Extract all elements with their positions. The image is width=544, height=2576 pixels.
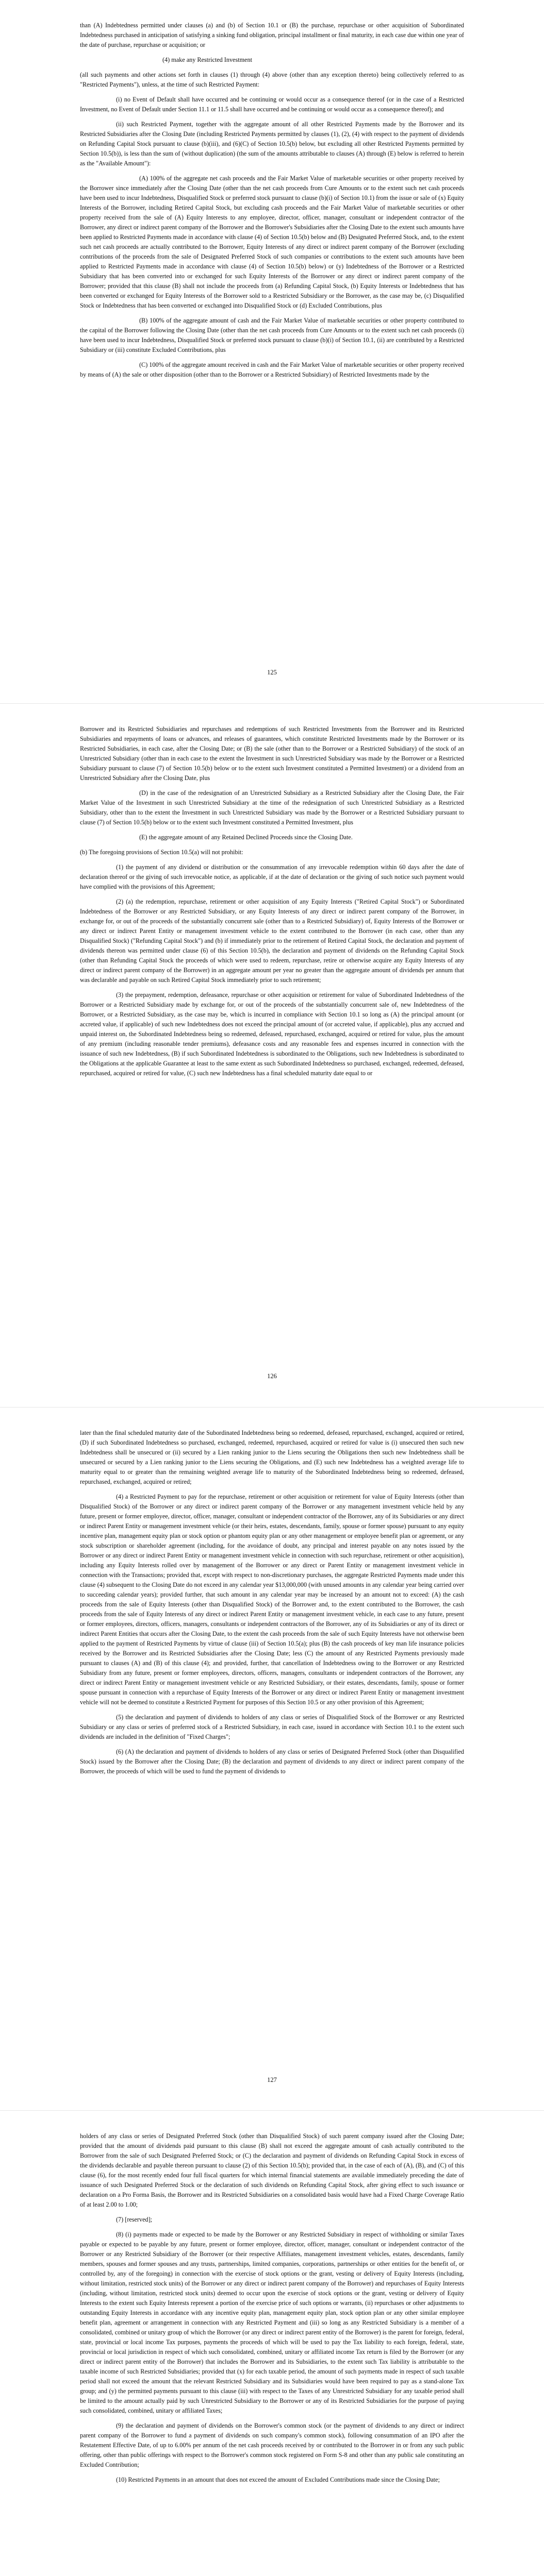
paragraph: (1) the payment of any dividend or distribution or the consummation of any irrevocable redemption within 60 days after the date of declaration thereof or the giving of such irrevocable notice, as applicable, if at the date of declaration or the giving of such notice such payment would have complied with the provisions of this Agreement; — [80, 863, 464, 890]
paragraph: than (A) Indebtedness permitted under clauses (a) and (b) of Section 10.1 or (B) the purchase, repurchase or other acquisition of Subordinated Indebtedness purchased in anticipation of satisfying a sinking fund obligation, principal installment or final maturity, in each case due within one year of the date of purchase, repurchase or acquisition; or — [80, 22, 464, 48]
document-page-1 — [0, 0, 544, 703]
paragraph: (2) (a) the redemption, repurchase, retirement or other acquisition of any Equity Interests ("Retired Capital Stock") or Subordinated Indebtedness of the Borrower or any Restricted Subsidiary, or any Equity Interests of any direct or indirect parent company of the Borrower, in exchange for, or out of the proceeds of the substantially concurrent sale (other than to a Restricted Subsidiary) of, Equity Interests of the Borrower or any direct or indirect Parent Entity or management investment vehicle to the extent contributed to the Borrower (in each case, other than any Disqualified Stock) ("Refunding Capital Stock") and (b) if immediately prior to the retirement of Retired Capital Stock, the declaration and payment of dividends thereon was permitted under clause (6) of this Section 10.5(b), the declaration and payment of dividends on the Refunding Capital Stock (other than Refunding Capital Stock the proceeds of which were used to redeem, repurchase, retire or otherwise acquire any Equity Interests of any direct or indirect parent company of the Borrower) in an aggregate amount per year no greater than the aggregate amount of dividends per annum that was declarable and payable on such Retired Capital Stock immediately prior to such retirement; — [80, 898, 464, 984]
paragraph: (D) in the case of the redesignation of an Unrestricted Subsidiary as a Restricted Subsidiary after the Closing Date, the Fair Market Value of the Investment in such Unrestricted Subsidiary at the time of the redesignation of such Unrestricted Subsidiary as a Restricted Subsidiary, other than to the extent the Investment in such Unrestricted Subsidiary was made by the Borrower or a Restricted Subsidiary pursuant to clause (7) of Section 10.5(b) below or to the extent such Investment constituted a Permitted Investment, plus — [80, 789, 464, 826]
page-number: 125 — [267, 669, 277, 676]
paragraph: (3) the prepayment, redemption, defeasance, repurchase or other acquisition or retirement for value of Subordinated Indebtedness of the Borrower or a Restricted Subsidiary made by exchange for, or out of the proceeds of the substantially concurrent sale of, new Indebtedness of the Borrower, or a Restricted Subsidiary, as the case may be, which is incurred in compliance with Section 10.1 so long as (A) the principal amount (or accreted value, if applicable) of such new Indebtedness does not exceed the principal amount of (or accreted value, if applicable), plus any accrued and unpaid interest on, the Subordinated Indebtedness being so redeemed, defeased, repurchased, exchanged, acquired or retired for value, plus the amount of any premium (including reasonable tender premiums), defeasance costs and any reasonable fees and expenses incurred in connection with the issuance of such new Indebtedness, (B) if such Subordinated Indebtedness is subordinated to the Obligations, such new Indebtedness is subordinated to the Obligations at the applicable Guarantee at least to the same extent as such Subordinated Indebtedness so purchased, exchanged, redeemed, defeased, repurchased, acquired or retired for value, (C) such new Indebtedness has a final scheduled maturity date equal to or — [80, 991, 464, 1077]
paragraph: (10) Restricted Payments in an amount that does not exceed the amount of Excluded Contributions made since the Closing Date; — [116, 2476, 440, 2483]
paragraph: (4) a Restricted Payment to pay for the repurchase, retirement or other acquisition or retirement for value of Equity Interests (other than Disqualified Stock) of the Borrower or any direct or indirect parent company of the Borrower or any management investment vehicle held by any future, present or former employee, director, officer, manager, consultant or independent contractor of the Borrower, any of its Subsidiaries or any direct or indirect Parent Entity or management investment vehicle (or their heirs, estates, descendants, family, spouse or former spouse) pursuant to any equity incentive plan, management equity plan or stock option or phantom equity plan or any other management or employee benefit plan or agreement, or any stock subscription or shareholder agreement (including, for the avoidance of doubt, any principal and interest payable on any notes issued by the Borrower or any direct or indirect Parent Entity or management investment vehicle in connection with such repurchase, retirement or other acquisition), including any Equity Interests rolled over by management of the Borrower or any direct or Parent Entity or management investment vehicle in connection with the Transactions; provided that, except with respect to non-discretionary purchases, the aggregate Restricted Payments made under this clause (4) subsequent to the Closing Date do not exceed in any calendar year $13,000,000 (with unused amounts in any calendar year being carried over to succeeding calendar years); provided further, that such amount in any calendar year may be increased by an amount not to exceed: (A) the cash proceeds from the sale of Equity Interests (other than Disqualified Stock) of the Borrower and, to the extent contributed to the Borrower, the cash proceeds from the sale of Equity Interests of any direct or indirect Parent Entity or management investment vehicle, in each case to any future, present or former employees, directors, officers, managers, consultants or independent contractors of the Borrower, any of its Subsidiaries or any of its direct or indirect Parent Entities that occurs after the Closing Date, to the extent the cash proceeds from the sale of such Equity Interests have not otherwise been applied to the payment of Restricted Payments by virtue of clause (iii) of Section 10.5(a); plus (B) the cash proceeds of key man life insurance policies received by the Borrower and its Restricted Subsidiaries after the Closing Date; less (C) the amount of any Restricted Payments previously made pursuant to clauses (A) and (B) of this clause (4); and provided, further, that cancellation of Indebtedness owing to the Borrower or any Restricted Subsidiary from any future, present or former employees, directors, officers, managers, consultants or independent contractors of the Borrower, any direct or indirect Parent Entity or management investment vehicle or any Restricted Subsidiary, or their estates, descendants, family, spouse or former spouse pursuant in connection with a repurchase of Equity Interests of the Borrower or any direct or indirect Parent Entity or management investment vehicle will not be deemed to constitute a Restricted Payment for purposes of this Section 10.5 or any other provision of this Agreement; — [80, 1493, 464, 1706]
paragraph: holders of any class or series of Designated Preferred Stock (other than Disqualified Stock) of such parent company issued after the Closing Date; provided that the amount of dividends paid pursuant to this clause (B) shall not exceed the aggregate amount of cash actually contributed to the Borrower from the sale of such Designated Preferred Stock; or (C) the declaration and payment of dividends on Refunding Capital Stock in excess of the dividends declarable and payable thereon pursuant to clause (2) of this Section 10.5(b); provided that, in the case of each of (A), (B), and (C) of this clause (6), for the most recently ended four full fiscal quarters for which internal financial statements are available immediately preceding the date of issuance of such Designated Preferred Stock or the declaration of such dividends on Refunding Capital Stock, after giving effect to such issuance or declaration on a Pro Forma Basis, the Borrower and its Restricted Subsidiaries on a consolidated basis would have had a Fixed Charge Coverage Ratio of at least 2.00 to 1.00; — [80, 2132, 464, 2208]
paragraph: (9) the declaration and payment of dividends on the Borrower's common stock (or the payment of dividends to any direct or indirect parent company of the Borrower to fund a payment of dividends on such company's common stock), following consummation of an IPO after the Restatement Effective Date, of up to 6.00% per annum of the net cash proceeds received by or contributed to the Borrower in or from any such public offering, other than public offerings with respect to the Borrower's common stock registered on Form S-8 and other than any public sale constituting an Excluded Contribution; — [80, 2422, 464, 2468]
paragraph: Borrower and its Restricted Subsidiaries and repurchases and redemptions of such Restricted Investments from the Borrower and its Restricted Subsidiaries and repayments of loans or advances, and releases of guarantees, which constitute Restricted Investments made by the Borrower or its Restricted Subsidiaries, in each case, after the Closing Date; or (B) the sale (other than to the Borrower or a Restricted Subsidiary) of the stock of an Unrestricted Subsidiary (other than in each case to the extent the Investment in such Unrestricted Subsidiary was made by the Borrower or a Restricted Subsidiary pursuant to clause (7) of Section 10.5(b) below or to the extent such Investment constituted a Permitted Investment) or a dividend from an Unrestricted Subsidiary after the Closing Date, plus — [80, 725, 464, 782]
page-number: 127 — [267, 2076, 277, 2083]
paragraph: later than the final scheduled maturity date of the Subordinated Indebtedness being so redeemed, defeased, repurchased, exchanged, acquired or retired, (D) if such Subordinated Indebtedness so purchased, exchanged, redeemed, repurchased, acquired or retired for value is (i) unsecured then such new Indebtedness shall be unsecured or (ii) secured by a Lien ranking junior to the Liens securing the Obligations then such new Indebtedness shall be unsecured or secured by a Lien ranking junior to the Liens securing the Obligations, and (E) such new Indebtedness has a weighted average life to maturity equal to or greater than the remaining weighted average life to maturity of the Subordinated Indebtedness being so redeemed, defeased, repurchased, exchanged, acquired or retired; — [80, 1429, 464, 1485]
paragraph: (A) 100% of the aggregate net cash proceeds and the Fair Market Value of marketable securities or other property received by the Borrower since immediately after the Closing Date (other than the net cash proceeds from Cure Amounts or to the extent such net cash proceeds have been used to incur Indebtedness, Disqualified Stock or preferred stock pursuant to clause (b)(i) of Section 10.1) from the issue or sale of (x) Equity Interests of the Borrower, including Retired Capital Stock, but excluding cash proceeds and the Fair Market Value of marketable securities or other property received from the sale of (A) Equity Interests to any employee, director, officer, manager, consultant or independent contractor of the Borrower, any direct or indirect parent company of the Borrower and the Borrower's Subsidiaries after the Closing Date to the extent such amounts have been applied to Restricted Payments made in accordance with clause (4) of Section 10.5(b) below and (B) Designated Preferred Stock, and, to the extent such net cash proceeds are actually contributed to the Borrower, Equity Interests of any direct or indirect parent company of the Borrower (excluding contributions of the proceeds from the sale of Designated Preferred Stock of such companies or contributions to the extent such amounts have been applied to Restricted Payments made in accordance with clause (4) of Section 10.5(b) below) or (y) Indebtedness of the Borrower or a Restricted Subsidiary that has been converted into or exchanged for such Equity Interests of the Borrower or any direct or indirect parent company of the Borrower; provided that this clause (B) shall not include the proceeds from (a) Refunding Capital Stock, (b) Equity Interests or Indebtedness that has been converted or exchanged for Equity Interests of the Borrower sold to a Restricted Subsidiary or the Borrower, as the case may be, (c) Disqualified Stock or Indebtedness that has been converted or exchanged into Disqualified Stock or (d) Excluded Contributions, plus — [80, 175, 464, 309]
paragraph: (4) make any Restricted Investment — [162, 56, 252, 63]
page-body — [80, 21, 464, 385]
paragraph: (b) The foregoing provisions of Section 10.5(a) will not prohibit: — [80, 849, 243, 856]
paragraph: (5) the declaration and payment of dividends to holders of any class or series of Disqualified Stock of the Borrower or any Restricted Subsidiary or any class or series of preferred stock of a Restricted Subsidiary, in each case, issued in accordance with Section 10.1 to the extent such dividends are included in the definition of "Fixed Charges"; — [80, 1714, 464, 1740]
paragraph: (i) no Event of Default shall have occurred and be continuing or would occur as a consequence thereof (or in the case of a Restricted Investment, no Event of Default under Section 11.1 or 11.5 shall have occurred and be continuing or would occur as a consequence thereof); and — [80, 96, 464, 113]
document-page-3 — [0, 1408, 544, 2111]
paragraph: (8) (i) payments made or expected to be made by the Borrower or any Restricted Subsidiary in respect of withholding or similar Taxes payable or expected to be payable by any future, present or former employee, director, officer, manager, consultant or independent contractor of the Borrower or any Restricted Subsidiary of the Borrower (or their respective Affiliates, management investment vehicles, estates, descendants, family members, spouses and former spouses and any trusts, partnerships, limited companies, corporations, partnerships or other entities for the benefit of, or controlled by, any of the foregoing) in connection with the exercise of stock options or the grant, vesting or delivery of Equity Interests (including, without limitation, restricted stock units) of the Borrower or any direct or indirect parent company of the Borrower) and repurchases of Equity Interests (including, without limitation, restricted stock units) deemed to occur upon the exercise of stock options or the grant, vesting or delivery of Equity Interests to the extent such Equity Interests represent a portion of the exercise price of such options or warrants, (ii) repurchases or other adjustments to outstanding Equity Interests in accordance with any incentive equity plan, management equity plan, stock option plan or any other similar employee benefit plan, agreement or arrangement in connection with any Restricted Payment and (iii) so long as any Restricted Subsidiary is a member of a consolidated, combined or unitary group of which the Borrower (or any direct or indirect parent entity of the Borrower) is the parent for foreign, federal, state, provincial or local income Tax purposes, payments the proceeds of which will be used to pay the Tax liability to each foreign, federal, state, provincial or local jurisdiction in respect of which such consolidated, combined, unitary or affiliated income Tax return is filed by the Borrower (or any direct or indirect parent entity of the Borrower) that includes the Borrower and its Subsidiaries, to the extent such Tax liability is attributable to the taxable income of such Restricted Subsidiaries; provided that (x) for each taxable period, the amount of such payments made in respect of such taxable period shall not exceed the amount that the relevant Restricted Subsidiary and its Subsidiaries would have been required to pay as a stand-alone Tax group; and (y) the permitted payments pursuant to this clause (iii) with respect to the Taxes of any Unrestricted Subsidiary for any taxable period shall be limited to the amount actually paid by such Unrestricted Subsidiary to the Borrower or any of its Restricted Subsidiaries for the purpose of paying such consolidated, combined, unitary or affiliated Taxes; — [80, 2231, 464, 2414]
paragraph: (7) [reserved]; — [116, 2216, 153, 2223]
paragraph: (B) 100% of the aggregate amount of cash and the Fair Market Value of marketable securities or other property contributed to the capital of the Borrower following the Closing Date (other than the net cash proceeds from Cure Amounts or to the extent such net cash proceeds (i) have been used to incur Indebtedness, Disqualified Stock or preferred stock pursuant to clause (b)(i) of Section 10.1, (ii) are contributed by a Restricted Subsidiary or (iii) constitute Excluded Contributions, plus — [80, 317, 464, 353]
page-body — [80, 724, 464, 1083]
page-body — [80, 2131, 464, 2490]
page-number: 126 — [267, 1372, 277, 1380]
document-page-2 — [0, 704, 544, 1407]
paragraph: (ii) such Restricted Payment, together with the aggregate amount of all other Restricted Payments made by the Borrower and its Restricted Subsidiaries after the Closing Date (including Restricted Payments permitted by clauses (1), (2), (4) with respect to the payment of dividends on Refunding Capital Stock pursuant to clause (b)(iii), and (6)(C) of Section 10.5(b) below, but excluding all other Restricted Payments permitted by Section 10.5(b)), is less than the sum of (without duplication) (the sum of the amounts attributable to clauses (A) through (E) below is referred to herein as the "Available Amount"): — [80, 121, 464, 167]
document-page-4 — [0, 2111, 544, 2576]
paragraph: (6) (A) the declaration and payment of dividends to holders of any class or series of Designated Preferred Stock (other than Disqualified Stock) issued by the Borrower after the Closing Date; (B) the declaration and payment of dividends to any direct or indirect parent company of the Borrower, the proceeds of which will be used to fund the payment of dividends to — [80, 1748, 464, 1775]
page-body — [80, 1428, 464, 1782]
paragraph: (C) 100% of the aggregate amount received in cash and the Fair Market Value of marketable securities or other property received by means of (A) the sale or other disposition (other than to the Borrower or a Restricted Subsidiary) of Restricted Investments made by the — [80, 361, 464, 378]
paragraph: (E) the aggregate amount of any Retained Declined Proceeds since the Closing Date. — [139, 834, 353, 841]
paragraph: (all such payments and other actions set forth in clauses (1) through (4) above (other than any exception thereto) being collectively referred to as "Restricted Payments"), unless, at the time of such Restricted Payment: — [80, 71, 464, 88]
